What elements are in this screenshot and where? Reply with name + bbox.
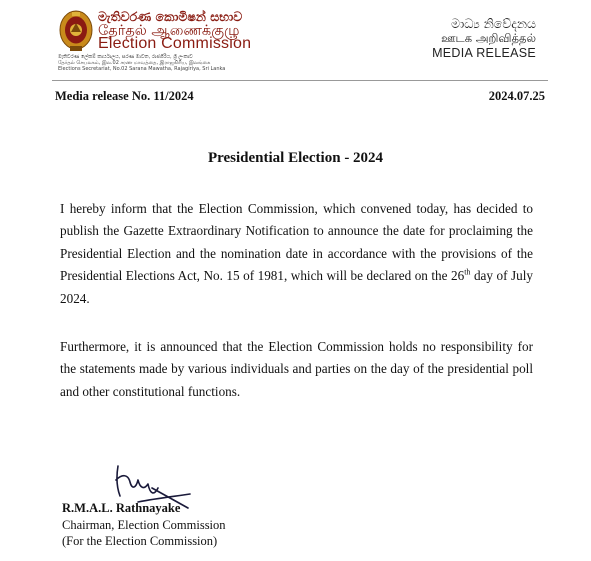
- header-divider: [52, 80, 548, 81]
- address-tamil: தேர்தல் செயலகம், இல.02 சரண மாவத்தை, இராஜகிரிய, இலங்கை: [58, 60, 211, 66]
- emblem-logo: [58, 8, 94, 54]
- address-english: Elections Secretariat, No.02 Sarana Mawatha, Rajagiriya, Sri Lanka: [58, 66, 226, 72]
- body-paragraph-1: [60, 198, 533, 310]
- release-number: Media release No. 11/2024: [55, 89, 194, 103]
- address-sinhala: මැතිවරණ ලේකම් කාර්යාලය, සරණ මාවත, රාජගිරිය, ශ්‍රී ලංකාව: [58, 54, 193, 60]
- document-title: Presidential Election - 2024: [207, 150, 384, 166]
- signatory-title: Chairman, Election Commission: [62, 518, 226, 532]
- media-release-sinhala: මාධ්‍ය නිවේදනය: [451, 16, 536, 31]
- release-date: 2024.07.25: [488, 89, 545, 103]
- org-name-tamil: தேர்தல் ஆணைக்குழு: [98, 23, 240, 39]
- org-name-sinhala: මැතිවරණ කොමිෂන් සභාව: [98, 9, 243, 24]
- body-paragraph-2: Furthermore, it is announced that the Election Commission holds no responsibility for the statements made by various individuals and parties on the day of the presidential poll and other constitutional functions.: [60, 339, 533, 399]
- signatory-name: R.M.A.L. Rathnayake: [62, 501, 181, 515]
- paragraph-1-text: I hereby inform that the Election Commission, which convened today, has decided to publish the Gazette Extraordinary Notification to announce the date for proclaiming the Presidential Election and the nomination date in accordance with the provisions of the Presidential Elections Act, No. 15 of 1981, which will be declared on the 26: [60, 201, 533, 284]
- media-release-english: MEDIA RELEASE: [432, 46, 536, 60]
- paragraph-1-end: day of July 2024.: [60, 268, 533, 306]
- signatory-note: (For the Election Commission): [62, 534, 218, 548]
- org-name-english: Election Commission: [98, 35, 252, 52]
- media-release-tamil: ஊடக அறிவித்தல்: [441, 31, 536, 45]
- ordinal-suffix: th: [464, 267, 471, 277]
